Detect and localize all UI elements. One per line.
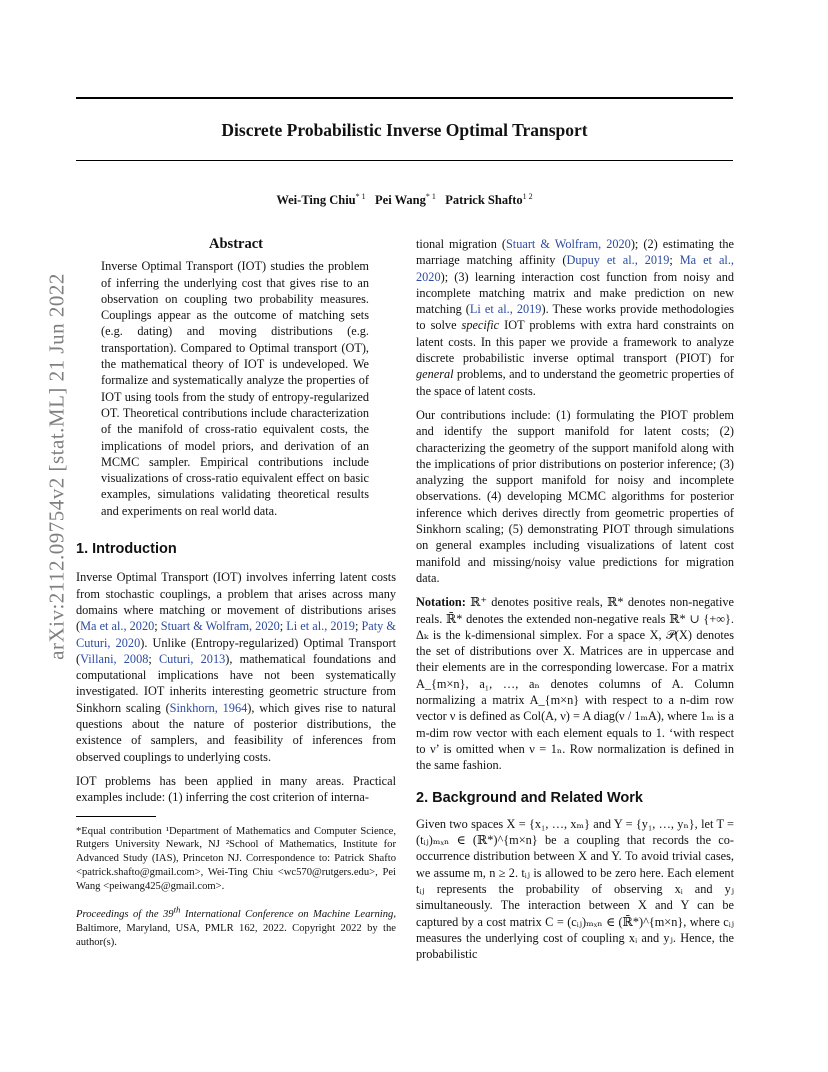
citation-link[interactable]: Stuart & Wolfram, 2020 bbox=[505, 237, 631, 251]
affiliation-footnote: *Equal contribution ¹Department of Mathematics and Computer Science, Rutgers University Newark, NJ ²School of Mathematics, Institute for Advanced Study (IAS), Princeton NJ. Correspondence to: Patrick Shafto <patrick.shafto@gmail.com>, Wei-Ting Chiu <wc570@rutgers.edu>, Pei Wang <peiwang425@gmail.com>. bbox=[76, 825, 396, 892]
notation-label: Notation: bbox=[416, 595, 466, 610]
author-list bbox=[76, 192, 733, 208]
left-column bbox=[76, 236, 396, 949]
title-bottom-rule bbox=[76, 160, 733, 161]
author-name: Wei-Ting Chiu bbox=[276, 193, 356, 208]
abstract-heading: Abstract bbox=[209, 236, 263, 252]
notation-paragraph: Notation: ℝ⁺ denotes positive reals, ℝ* denotes non-negative reals. ℝ̄* denotes the extended non-negative reals ℝ* ∪ {+∞}. Δₖ is the k-dimensional simplex. For a space X, 𝒫(X) denotes the set of distributions over X. Matrices are in uppercase and their elements are in the corresponding lowercase. For a matrix A_{m×n}, a₁, …, aₙ denotes columns of A. Column normalizing a matrix A_{m×n} with respect to a n-dim row vector ν is defined as Col(A, ν) = A diag(ν / 1ₘA), where 1ₘ is a m-dim row vector with each element equals to 1. ‘with respect to ν’ is omitted when ν = 1ₙ. Row normalization is defined in the same fashion. bbox=[416, 595, 734, 773]
author-name: Patrick Shafto bbox=[445, 193, 523, 208]
citation-link[interactable]: Ma et al., 2020 bbox=[80, 619, 155, 634]
author-name: Pei Wang bbox=[375, 193, 426, 208]
citation-link[interactable]: Li et al., 2019 bbox=[286, 619, 355, 634]
background-paragraph: Given two spaces X = {x₁, …, xₘ} and Y = {y₁, …, yₙ}, let T = (tᵢⱼ)ₘₓₙ ∈ (ℝ*)^{m×n} be a coupling that records the co-occurrence distribution between X and Y. To avoid trivial cases, we assume m, n ≥ 2. tᵢⱼ is allowed to be zero here. Each element tᵢⱼ represents the probability of observing xᵢ and yⱼ simultaneously. The interaction between X and Y can be captured by a cost matrix C = (cᵢⱼ)ₘₓₙ ∈ (ℝ̄*)^{m×n}, where cᵢⱼ measures the underlying cost of coupling xᵢ and yⱼ. Hence, the probabilistic bbox=[416, 816, 734, 962]
proceedings-note: Proceedings of the 39th International Conference on Machine Learning, Baltimore, Maryland, USA, PMLR 162, 2022. Copyright 2022 by the author(s). bbox=[76, 904, 396, 948]
intro-paragraph-2: IOT problems has been applied in many areas. Practical examples include: (1) inferring the cost criterion of interna- bbox=[76, 773, 396, 805]
right-column bbox=[416, 236, 734, 970]
intro-paragraph-1: Inverse Optimal Transport (IOT) involves inferring latent costs from stochastic couplings, a problem that arises across many domains where matching or movement of distributions arises (Ma et al., 2020; Stuart & Wolfram, 2020; Li et al., 2019; Paty & Cuturi, 2020). Unlike (Entropy-regularized) Optimal Transport (Villani, 2008; Cuturi, 2013), mathematical foundations and computational implications have not been systematically investigated. IOT inherits interesting geometric structure from Sinkhorn scaling (Sinkhorn, 1964), which gives rise to natural questions about the nature of posterior distributions, the existence of samplers, and feasibility of inferences from observed couplings to underlying costs. bbox=[76, 570, 397, 764]
author-affiliation-marks: 1 2 bbox=[522, 192, 533, 201]
citation-link[interactable]: Li et al., 2019 bbox=[469, 302, 542, 317]
author-affiliation-marks: * 1 bbox=[355, 192, 366, 201]
citation-link[interactable]: Sinkhorn, 1964 bbox=[169, 700, 248, 715]
citation-link[interactable]: Cuturi, 2013 bbox=[158, 651, 226, 666]
paper-title: Discrete Probabilistic Inverse Optimal Transport bbox=[221, 120, 588, 140]
section-heading-background: 2. Background and Related Work bbox=[416, 789, 643, 806]
contributions-paragraph: Our contributions include: (1) formulating the PIOT problem and identify the support manifold for latent costs; (2) characterizing the geometry of the support manifold along with the implications of prior distributions on posterior inference; (3) analyzing the support manifold for noisy and incomplete observations. (4) developing MCMC algorithms for posterior inference which derives directly from geometric properties of Sinkhorn scaling; (5) demonstrating PIOT through simulations on general examples including visualizations of latent cost manifold and missing/noisy value predictions for migration data. bbox=[416, 407, 734, 585]
footnote-rule bbox=[76, 816, 156, 817]
citation-link[interactable]: Stuart & Wolfram, 2020 bbox=[160, 619, 280, 634]
citation-link[interactable]: Villani, 2008 bbox=[80, 651, 149, 666]
abstract-text: Inverse Optimal Transport (IOT) studies the problem of inferring the underlying cost that gives rise to an observation on coupling two probability measures. Couplings appear as the outcome of matching sets (e.g. dating) and moving distributions (e.g. transportation). Compared to Optimal transport (OT), the mathematical theory of IOT is undeveloped. We formalize and systematically analyze the properties of IOT using tools from the study of entropy-regularized OT. Theoretical contributions include characterization of the manifold of cross-ratio equivalent costs, the implications of model priors, and derivation of an MCMC sampler. Empirical contributions include visualizations of cross-ratio equivalent effect on basic examples, simulations validating theoretical results and experiments on real world data. bbox=[101, 259, 369, 518]
citation-link[interactable]: Dupuy et al., 2019 bbox=[566, 253, 670, 268]
intro-paragraph-continued: tional migration (Stuart & Wolfram, 2020); (2) estimating the marriage matching affinity (Dupuy et al., 2019; Ma et al., 2020); (3) learning interaction cost function from noisy and incomplete matching matrix and make prediction on new matching (Li et al., 2019). These works provide methodologies to solve specific IOT problems with extra hard constraints on latent costs. In this paper we provide a framework to analyze discrete probabilistic inverse optimal transport (PIOT) for general problems, and to understand the geometric properties of the space of latent costs. bbox=[416, 237, 735, 398]
title-top-rule bbox=[76, 97, 733, 99]
arxiv-stamp: arXiv:2112.09754v2 [stat.ML] 21 Jun 2022 bbox=[44, 273, 69, 660]
citation-link[interactable]: Ma et al., 2020 bbox=[416, 253, 734, 284]
author-affiliation-marks: * 1 bbox=[425, 192, 436, 201]
citation-link[interactable]: Paty & Cuturi, 2020 bbox=[76, 619, 396, 650]
section-heading-introduction: 1. Introduction bbox=[76, 541, 177, 558]
